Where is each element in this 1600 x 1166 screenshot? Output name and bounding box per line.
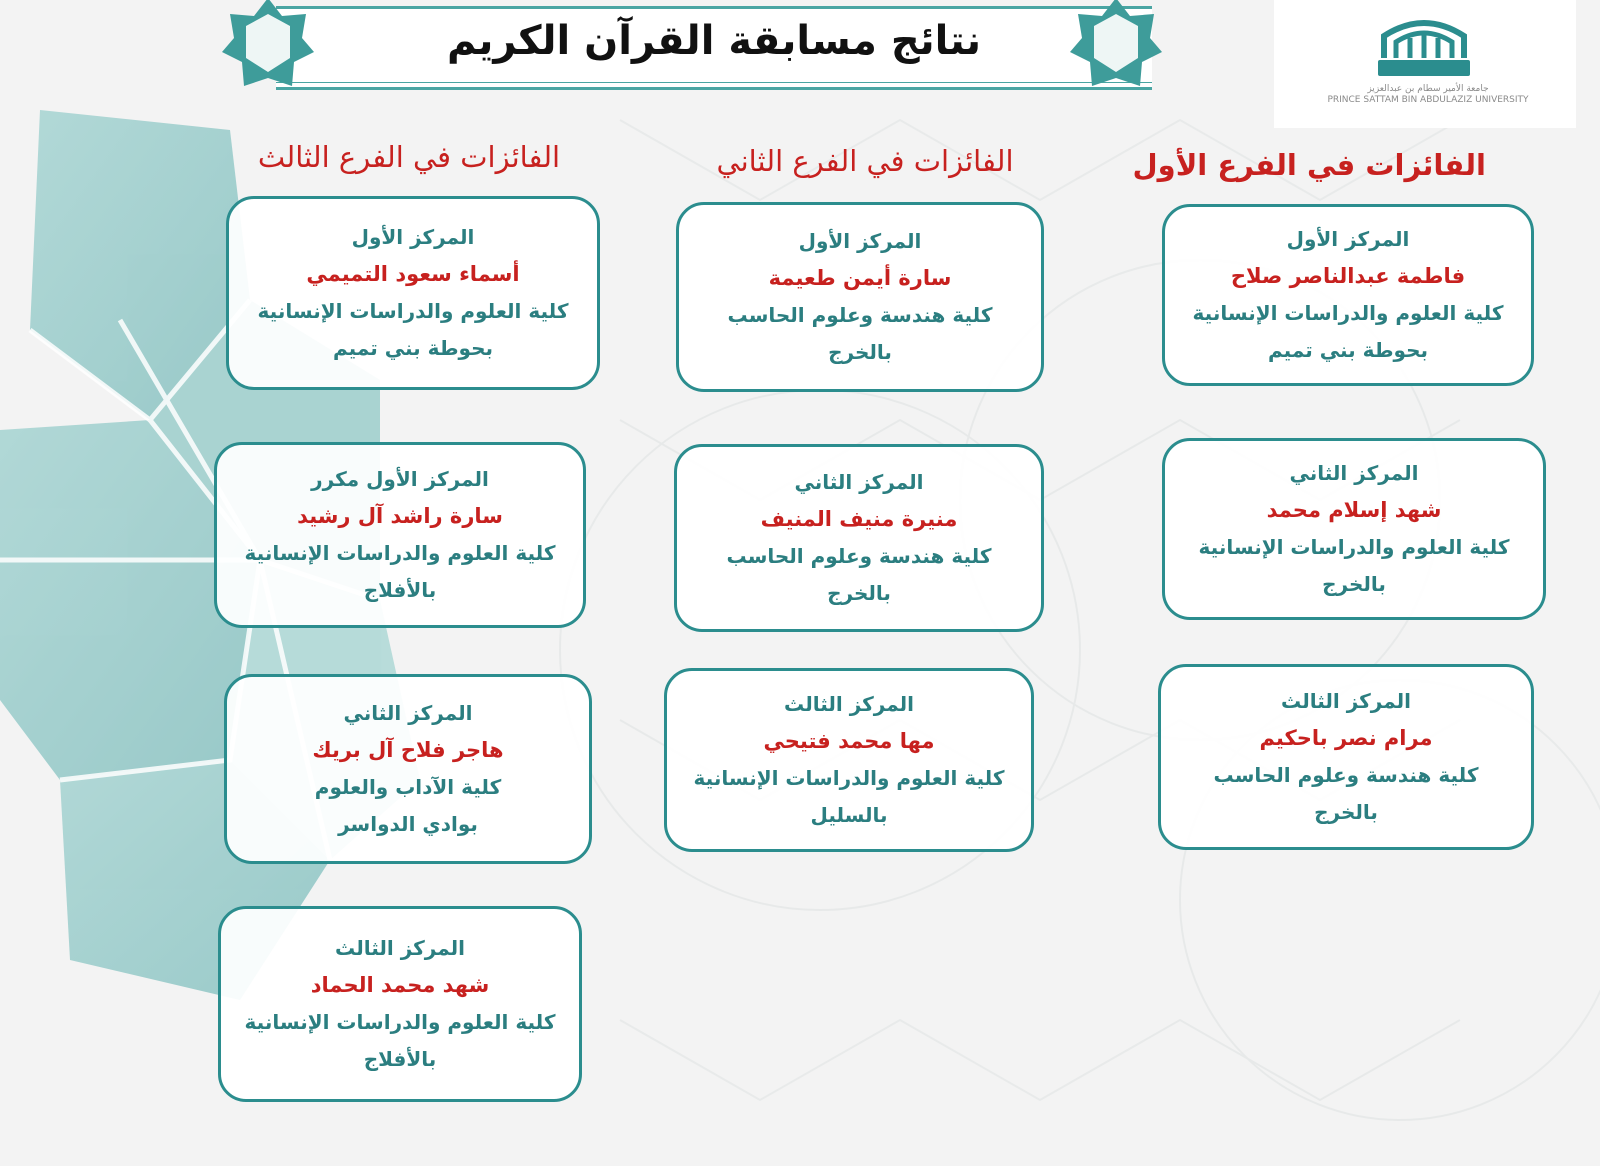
- winner-name: هاجر فلاح آل بريك: [312, 738, 504, 762]
- winner-name: سارة أيمن طعيمة: [768, 266, 952, 290]
- winner-college: كلية العلوم والدراسات الإنسانية: [1192, 301, 1504, 325]
- winner-card: [1162, 438, 1546, 620]
- winner-card: [676, 202, 1044, 392]
- winner-card: [226, 196, 600, 390]
- winner-card: [1162, 204, 1534, 386]
- winner-name: مها محمد فتيحي: [763, 729, 935, 753]
- university-logo: [1274, 0, 1576, 128]
- winner-place: بالخرج: [828, 340, 892, 364]
- winner-college: كلية العلوم والدراسات الإنسانية: [257, 299, 569, 323]
- winner-rank: المركز الثالث: [335, 936, 465, 960]
- page-title: نتائج مسابقة القرآن الكريم: [446, 18, 982, 64]
- winner-place: بحوطة بني تميم: [1267, 338, 1429, 362]
- winner-college: كلية هندسة وعلوم الحاسب: [727, 303, 993, 327]
- branch-1-title: الفائزات في الفرع الأول: [1132, 148, 1486, 182]
- winner-place: بالخرج: [1314, 800, 1378, 824]
- winner-name: مرام نصر باحكيم: [1259, 726, 1433, 750]
- winner-rank: المركز الثاني: [343, 701, 473, 725]
- winner-college: كلية هندسة وعلوم الحاسب: [726, 544, 992, 568]
- winner-rank: المركز الأول: [798, 229, 922, 253]
- logo-name-ar: جامعة الأمير سطام بن عبدالعزيز: [1367, 84, 1489, 94]
- winner-name: أسماء سعود التميمي: [306, 262, 520, 286]
- logo-name-en: PRINCE SATTAM BIN ABDULAZIZ UNIVERSITY: [1327, 95, 1529, 105]
- branch-2-title: الفائزات في الفرع الثاني: [716, 144, 1014, 178]
- winner-rank: المركز الثالث: [784, 692, 914, 716]
- winner-college: كلية العلوم والدراسات الإنسانية: [693, 766, 1005, 790]
- winner-place: بالأفلاج: [363, 1047, 437, 1071]
- winner-name: شهد إسلام محمد: [1266, 498, 1442, 522]
- winner-card: [664, 668, 1034, 852]
- winner-place: بالخرج: [827, 581, 891, 605]
- logo-caption: [1308, 84, 1548, 106]
- winner-place: بالسليل: [810, 803, 888, 827]
- winner-rank: المركز الأول مكرر: [311, 467, 489, 491]
- winner-college: كلية هندسة وعلوم الحاسب: [1213, 763, 1479, 787]
- winner-card: [218, 906, 582, 1102]
- winner-rank: المركز الأول: [1286, 227, 1410, 251]
- winner-college: كلية العلوم والدراسات الإنسانية: [244, 1010, 556, 1034]
- winner-place: بالأفلاج: [363, 578, 437, 602]
- winner-rank: المركز الثاني: [794, 470, 924, 494]
- winner-place: بحوطة بني تميم: [332, 336, 494, 360]
- winner-college: كلية العلوم والدراسات الإنسانية: [1198, 535, 1510, 559]
- winner-rank: المركز الثاني: [1289, 461, 1419, 485]
- winner-card: [1158, 664, 1534, 850]
- winner-card: [674, 444, 1044, 632]
- winner-card: [224, 674, 592, 864]
- winner-rank: المركز الأول: [351, 225, 475, 249]
- branch-3-title: الفائزات في الفرع الثالث: [257, 140, 561, 174]
- winner-rank: المركز الثالث: [1281, 689, 1411, 713]
- winner-name: فاطمة عبدالناصر صلاح: [1230, 264, 1466, 288]
- winner-place: بوادي الدواسر: [338, 812, 478, 836]
- winner-name: شهد محمد الحماد: [310, 973, 490, 997]
- winner-college: كلية الآداب والعلوم: [314, 775, 502, 799]
- university-emblem-icon: [1374, 14, 1474, 82]
- winner-card: [214, 442, 586, 628]
- winner-place: بالخرج: [1322, 572, 1386, 596]
- winner-name: منيرة منيف المنيف: [760, 507, 958, 531]
- winner-college: كلية العلوم والدراسات الإنسانية: [244, 541, 556, 565]
- winner-name: سارة راشد آل رشيد: [297, 504, 503, 528]
